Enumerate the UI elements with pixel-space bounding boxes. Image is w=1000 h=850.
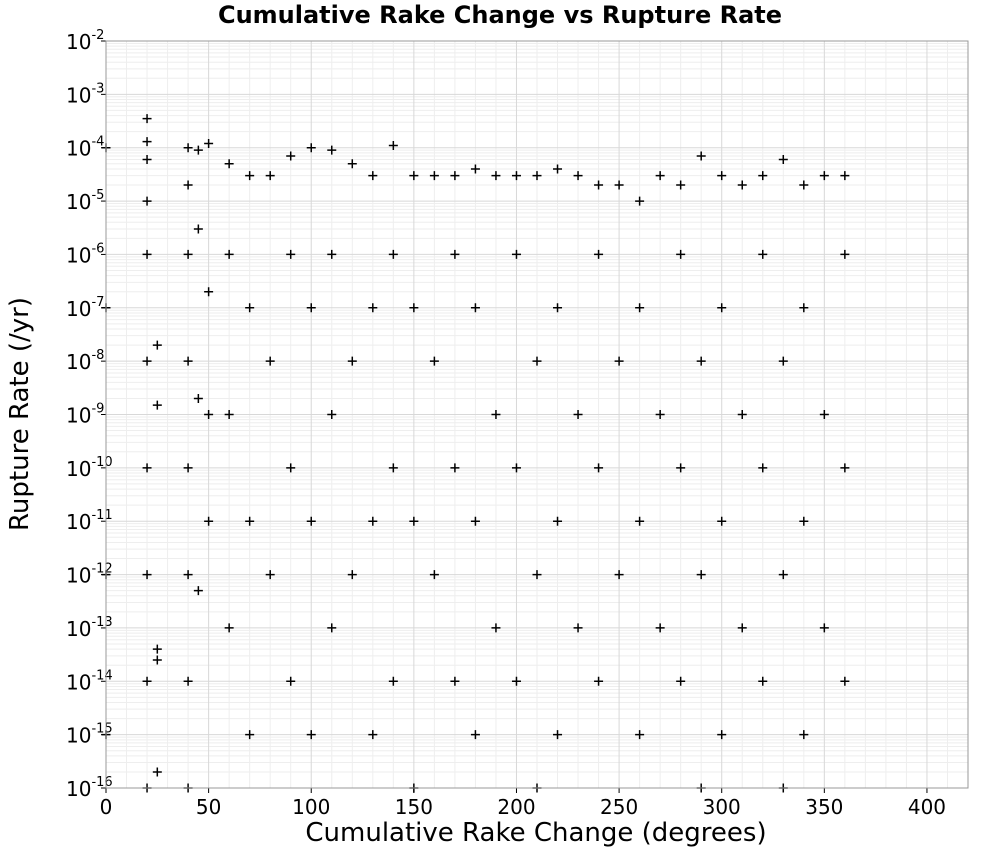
- y-axis-label: Rupture Rate (/yr): [5, 297, 35, 531]
- y-tick-label: $10^{-7}$: [66, 294, 105, 321]
- y-tick-label: $10^{-3}$: [66, 81, 105, 108]
- x-tick-label: 150: [394, 795, 433, 819]
- y-tick-label: $10^{-16}$: [66, 775, 113, 801]
- y-tick-label: $10^{-8}$: [66, 348, 105, 375]
- y-tick-label: $10^{-4}$: [66, 134, 105, 161]
- x-tick-label: 350: [805, 795, 844, 819]
- x-tick-label: 200: [497, 795, 536, 819]
- y-tick-label: $10^{-14}$: [66, 668, 113, 695]
- y-tick-label: $10^{-12}$: [66, 561, 113, 588]
- x-tick-label: 50: [195, 795, 222, 819]
- chart-title: Cumulative Rake Change vs Rupture Rate: [217, 1, 783, 29]
- x-tick-label: 300: [702, 795, 741, 819]
- y-tick-label: $10^{-11}$: [66, 508, 113, 535]
- x-tick-label: 100: [292, 795, 331, 819]
- x-tick-label: 0: [99, 795, 113, 819]
- x-tick-label: 250: [600, 795, 639, 819]
- y-tick-label: $10^{-2}$: [66, 28, 105, 54]
- y-tick-label: $10^{-15}$: [66, 721, 113, 748]
- x-axis-ticks: [100, 788, 946, 819]
- y-tick-label: $10^{-10}$: [66, 454, 113, 481]
- y-tick-label: $10^{-9}$: [66, 401, 105, 428]
- y-tick-label: $10^{-13}$: [66, 614, 113, 641]
- y-tick-label: $10^{-6}$: [66, 241, 105, 268]
- y-tick-label: $10^{-5}$: [66, 188, 105, 215]
- x-axis-label: Cumulative Rake Change (degrees): [305, 818, 767, 848]
- x-tick-label: 400: [907, 795, 947, 819]
